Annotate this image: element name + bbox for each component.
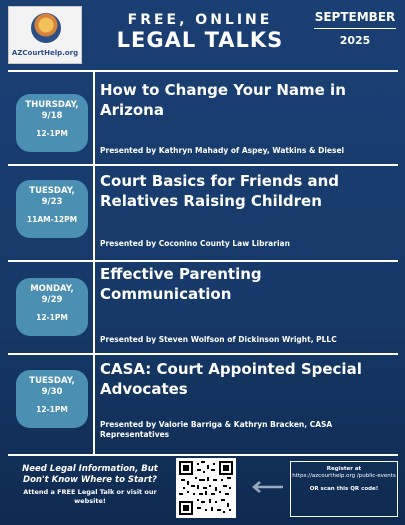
date-time: 11AM-12PM: [26, 215, 78, 224]
date-date: 9/23: [41, 197, 63, 207]
session-presenter: Presented by Steven Wolfson of Dickinson Wright, PLLC: [100, 335, 337, 344]
month-divider: [314, 28, 396, 29]
session-presenter: Presented by Kathryn Mahady of Aspey, Watkins & Diesel: [100, 146, 345, 155]
session-divider: [8, 260, 398, 262]
logo-text: AZCourtHelp.org: [11, 49, 79, 57]
session-title: Court Basics for Friends and Relatives Raising Children: [100, 172, 340, 210]
azcourthelp-logo: [8, 6, 82, 64]
date-day: MONDAY,: [30, 284, 74, 294]
date-day: THURSDAY,: [25, 100, 79, 110]
footer-subtext: Attend a FREE Legal Talk or visit our website!: [23, 488, 157, 505]
date-time: 12-1PM: [36, 313, 68, 322]
date-date: 9/30: [41, 387, 63, 397]
top-divider: [8, 70, 398, 72]
qr-note: OR scan this QR code!: [309, 486, 379, 492]
register-box[interactable]: [290, 461, 398, 517]
session-title: How to Change Your Name in Arizona: [100, 81, 346, 119]
date-badge: [16, 278, 88, 336]
date-date: 9/29: [41, 295, 63, 305]
date-day: TUESDAY,: [29, 376, 75, 386]
date-badge: [16, 180, 88, 238]
session-divider: [8, 353, 398, 355]
date-time: 12-1PM: [36, 129, 68, 138]
year-label: 2025: [339, 34, 371, 47]
session-title: CASA: Court Appointed Special Advocates: [100, 360, 362, 398]
date-badge: [16, 94, 88, 152]
register-url[interactable]: https://azcourthelp.org /public-events: [292, 473, 396, 479]
header-subtitle: FREE, ONLINE: [127, 12, 273, 28]
column-divider: [93, 70, 95, 454]
session-presenter: Presented by Valorie Barriga & Kathryn Bracken, CASA Representatives: [100, 420, 333, 439]
register-label: Register at: [326, 466, 362, 472]
session-divider: [8, 164, 398, 166]
month-label: SEPTEMBER: [314, 10, 396, 24]
date-time: 12-1PM: [36, 405, 68, 414]
seal-icon: [31, 13, 61, 43]
session-title: Effective Parenting Communication: [100, 265, 262, 303]
page-title: LEGAL TALKS: [116, 28, 284, 52]
arrow-left-icon: [250, 480, 284, 494]
session-presenter: Presented by Coconino County Law Librarian: [100, 239, 290, 248]
date-badge: [16, 370, 88, 428]
date-day: TUESDAY,: [29, 186, 75, 196]
footer-question: Need Legal Information, But Don't Know Where to Start?: [22, 464, 158, 485]
bottom-divider: [8, 454, 398, 456]
date-date: 9/18: [41, 111, 63, 121]
qr-code-icon[interactable]: [176, 458, 236, 518]
